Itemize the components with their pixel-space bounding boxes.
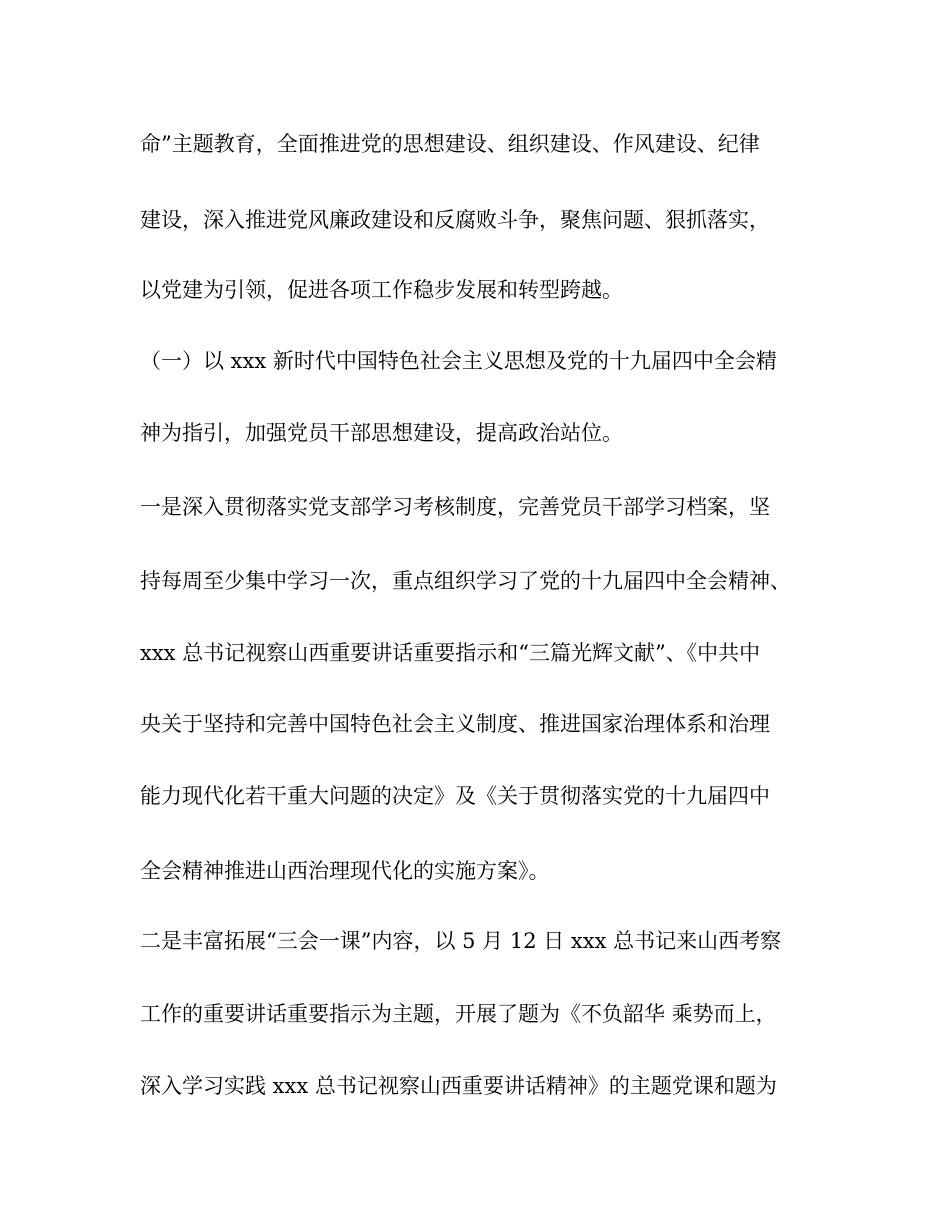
text-line: 全会精神推进山西治理现代化的实施方案》。 bbox=[140, 859, 550, 883]
text-line: 深入学习实践 xxx 总书记视察山西重要讲话精神》的主题党课和题为 bbox=[140, 1074, 777, 1098]
text-line: 建设，深入推进党风廉政建设和反腐败斗争，聚焦问题、狠抓落实， bbox=[140, 208, 770, 232]
text-line: 以党建为引领，促进各项工作稳步发展和转型跨越。 bbox=[140, 278, 623, 302]
text-line: 一是深入贯彻落实党支部学习考核制度，完善党员干部学习档案，坚 bbox=[140, 495, 770, 519]
section-heading: 神为指引，加强党员干部思想建设，提高政治站位。 bbox=[140, 421, 623, 445]
section-heading: （一）以 xxx 新时代中国特色社会主义思想及党的十九届四中全会精 bbox=[140, 349, 777, 373]
text-line: xxx 总书记视察山西重要讲话重要指示和“三篇光辉文献”、《中共中 bbox=[140, 641, 761, 665]
text-line: 能力现代化若干重大问题的决定》及《关于贯彻落实党的十九届四中 bbox=[140, 784, 770, 808]
text-line: 二是丰富拓展“三会一课”内容，以 5 月 12 日 xxx 总书记来山西考察 bbox=[140, 929, 782, 953]
text-line: 工作的重要讲话重要指示为主题，开展了题为《不负韶华 乘势而上， bbox=[140, 1002, 777, 1026]
text-line: 命”主题教育，全面推进党的思想建设、组织建设、作风建设、纪律 bbox=[140, 132, 760, 156]
text-line: 央关于坚持和完善中国特色社会主义制度、推进国家治理体系和治理 bbox=[140, 712, 770, 736]
text-line: 持每周至少集中学习一次，重点组织学习了党的十九届四中全会精神、 bbox=[140, 569, 791, 593]
